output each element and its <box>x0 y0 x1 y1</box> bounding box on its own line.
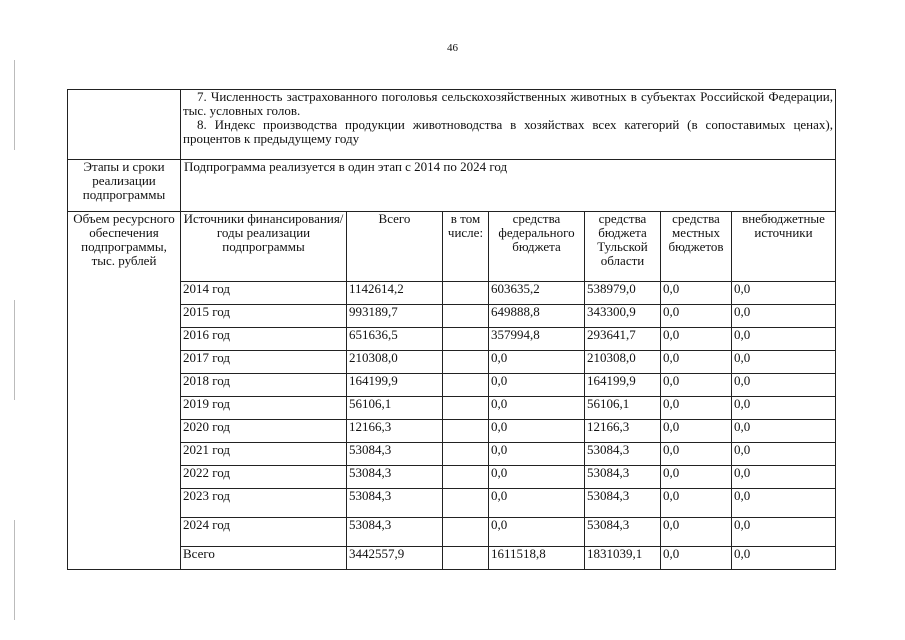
year-cell: 2016 год <box>181 328 347 351</box>
regional-cell: 1831039,1 <box>585 547 661 570</box>
local-cell: 0,0 <box>661 420 732 443</box>
including-cell <box>443 328 489 351</box>
table-row <box>68 420 836 443</box>
total-cell: 1142614,2 <box>347 282 443 305</box>
year-cell: Всего <box>181 547 347 570</box>
stages-row <box>68 160 836 212</box>
federal-cell: 0,0 <box>489 420 585 443</box>
margin-mark <box>14 300 15 400</box>
header-local: средства местных бюджетов <box>661 212 732 282</box>
local-cell: 0,0 <box>661 443 732 466</box>
year-cell: 2022 год <box>181 466 347 489</box>
local-cell: 0,0 <box>661 547 732 570</box>
federal-cell: 1611518,8 <box>489 547 585 570</box>
total-cell: 53084,3 <box>347 489 443 518</box>
regional-cell: 56106,1 <box>585 397 661 420</box>
including-cell <box>443 397 489 420</box>
funding-header-row <box>68 212 836 282</box>
including-cell <box>443 305 489 328</box>
regional-cell: 53084,3 <box>585 466 661 489</box>
federal-cell: 649888,8 <box>489 305 585 328</box>
extra-cell: 0,0 <box>732 518 836 547</box>
including-cell <box>443 374 489 397</box>
local-cell: 0,0 <box>661 489 732 518</box>
header-extra: внебюджетные источники <box>732 212 836 282</box>
extra-cell: 0,0 <box>732 397 836 420</box>
local-cell: 0,0 <box>661 466 732 489</box>
indicators-row <box>68 90 836 160</box>
federal-cell: 0,0 <box>489 397 585 420</box>
regional-cell: 210308,0 <box>585 351 661 374</box>
year-cell: 2017 год <box>181 351 347 374</box>
federal-cell: 0,0 <box>489 466 585 489</box>
local-cell: 0,0 <box>661 351 732 374</box>
table-row <box>68 489 836 518</box>
regional-cell: 53084,3 <box>585 443 661 466</box>
including-cell <box>443 547 489 570</box>
table-row <box>68 443 836 466</box>
regional-cell: 538979,0 <box>585 282 661 305</box>
including-cell <box>443 443 489 466</box>
regional-cell: 53084,3 <box>585 518 661 547</box>
header-regional: средства бюджета Тульской области <box>585 212 661 282</box>
local-cell: 0,0 <box>661 328 732 351</box>
stages-value: Подпрограмма реализуется в один этап с 2014 по 2024 год <box>181 160 836 212</box>
local-cell: 0,0 <box>661 518 732 547</box>
indicators-cell <box>181 90 836 160</box>
local-cell: 0,0 <box>661 282 732 305</box>
extra-cell: 0,0 <box>732 547 836 570</box>
total-cell: 53084,3 <box>347 518 443 547</box>
header-federal: средства федерального бюджета <box>489 212 585 282</box>
header-including: в том числе: <box>443 212 489 282</box>
regional-cell: 53084,3 <box>585 489 661 518</box>
federal-cell: 0,0 <box>489 443 585 466</box>
table-row <box>68 518 836 547</box>
extra-cell: 0,0 <box>732 351 836 374</box>
total-cell: 12166,3 <box>347 420 443 443</box>
including-cell <box>443 466 489 489</box>
year-cell: 2015 год <box>181 305 347 328</box>
regional-cell: 12166,3 <box>585 420 661 443</box>
page-number: 46 <box>447 42 458 54</box>
local-cell: 0,0 <box>661 305 732 328</box>
regional-cell: 293641,7 <box>585 328 661 351</box>
table-row <box>68 374 836 397</box>
extra-cell: 0,0 <box>732 328 836 351</box>
indicator-8: 8. Индекс производства продукции животноводства в хозяйствах всех категорий (в сопоставимых ценах), процентов к предыдущему году <box>183 117 833 146</box>
including-cell <box>443 282 489 305</box>
extra-cell: 0,0 <box>732 466 836 489</box>
header-source: Источники финансирования/годы реализации подпрограммы <box>181 212 347 282</box>
extra-cell: 0,0 <box>732 420 836 443</box>
total-cell: 993189,7 <box>347 305 443 328</box>
table-row <box>68 466 836 489</box>
year-cell: 2019 год <box>181 397 347 420</box>
empty-label-cell <box>68 90 181 160</box>
federal-cell: 0,0 <box>489 518 585 547</box>
table-row <box>68 397 836 420</box>
local-cell: 0,0 <box>661 397 732 420</box>
table-row <box>68 282 836 305</box>
year-cell: 2020 год <box>181 420 347 443</box>
extra-cell: 0,0 <box>732 443 836 466</box>
passport-table <box>67 89 836 570</box>
table-row <box>68 328 836 351</box>
including-cell <box>443 518 489 547</box>
federal-cell: 0,0 <box>489 489 585 518</box>
indicator-7: 7. Численность застрахованного поголовья сельскохозяйственных животных в субъектах Российской Федерации, тыс. условных голов. <box>183 89 833 118</box>
total-cell: 651636,5 <box>347 328 443 351</box>
total-cell: 3442557,9 <box>347 547 443 570</box>
total-cell: 164199,9 <box>347 374 443 397</box>
regional-cell: 343300,9 <box>585 305 661 328</box>
year-cell: 2021 год <box>181 443 347 466</box>
including-cell <box>443 420 489 443</box>
table-row <box>68 305 836 328</box>
federal-cell: 0,0 <box>489 374 585 397</box>
federal-cell: 357994,8 <box>489 328 585 351</box>
total-cell: 53084,3 <box>347 443 443 466</box>
funding-label: Объем ресурсного обеспечения подпрограммы, тыс. рублей <box>68 212 181 570</box>
including-cell <box>443 489 489 518</box>
year-cell: 2024 год <box>181 518 347 547</box>
federal-cell: 0,0 <box>489 351 585 374</box>
extra-cell: 0,0 <box>732 305 836 328</box>
local-cell: 0,0 <box>661 374 732 397</box>
total-cell: 56106,1 <box>347 397 443 420</box>
table-body <box>68 90 836 570</box>
header-total: Всего <box>347 212 443 282</box>
year-cell: 2023 год <box>181 489 347 518</box>
federal-cell: 603635,2 <box>489 282 585 305</box>
table-row <box>68 351 836 374</box>
extra-cell: 0,0 <box>732 374 836 397</box>
table-row <box>68 547 836 570</box>
including-cell <box>443 351 489 374</box>
year-cell: 2014 год <box>181 282 347 305</box>
extra-cell: 0,0 <box>732 489 836 518</box>
stages-label: Этапы и сроки реализации подпрограммы <box>68 160 181 212</box>
margin-mark <box>14 60 15 150</box>
regional-cell: 164199,9 <box>585 374 661 397</box>
total-cell: 210308,0 <box>347 351 443 374</box>
total-cell: 53084,3 <box>347 466 443 489</box>
year-cell: 2018 год <box>181 374 347 397</box>
margin-mark <box>14 520 15 620</box>
extra-cell: 0,0 <box>732 282 836 305</box>
